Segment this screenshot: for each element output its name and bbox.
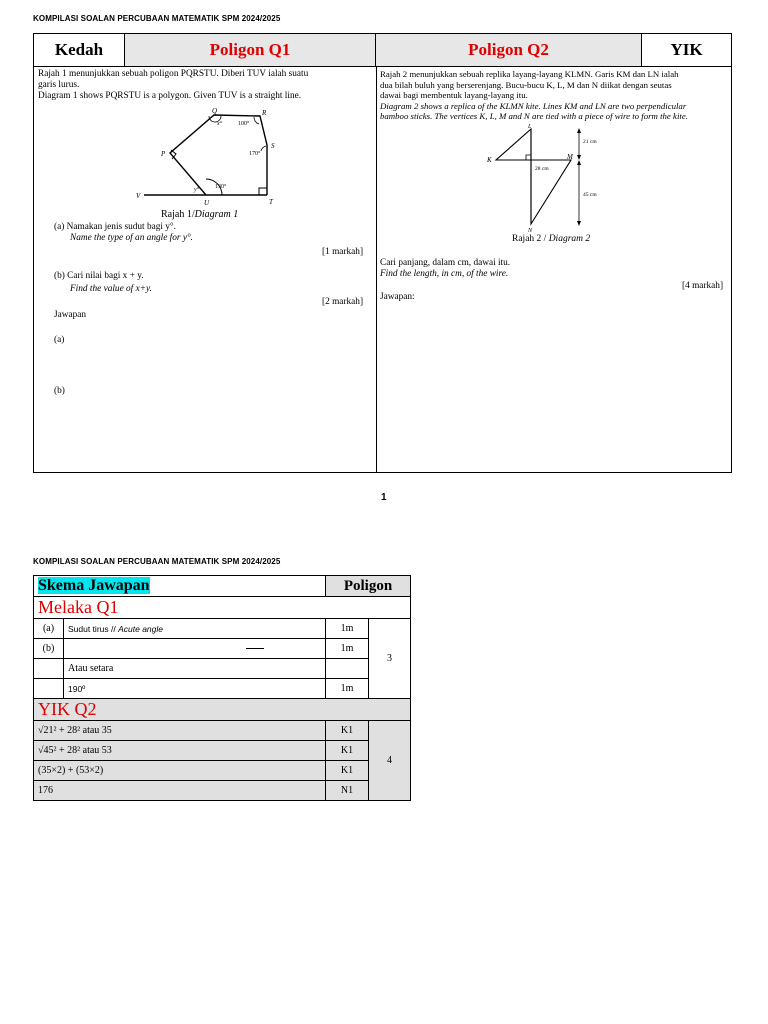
q1-a-ms: (a) Namakan jenis sudut bagi y°. [54, 222, 176, 232]
label-y: y° [194, 187, 200, 193]
answer-text: Sudut tirus // [68, 623, 119, 634]
label-u: U [204, 199, 210, 207]
column-divider [376, 67, 377, 472]
q1-intro-en: Diagram 1 shows PQRSTU is a polygon. Given TUV is a straight line. [38, 91, 302, 101]
kite-diagram [482, 124, 612, 232]
angle-100: 100° [238, 121, 250, 127]
q2-intro [380, 69, 730, 122]
mark-cell: N1 [326, 781, 369, 801]
q1-caption-ms: Rajah 1/ [161, 209, 195, 220]
question-2-title: Poligon Q2 [376, 34, 642, 67]
part-cell: (a) [34, 619, 64, 639]
fraction-bar [246, 648, 264, 649]
q1-intro [38, 69, 372, 102]
q1-b-marks: [2 markah] [322, 297, 364, 307]
table-row [34, 781, 411, 801]
answer-cell [64, 619, 326, 639]
q2-intro-ms-2: dua bilah buluh yang berserenjang. Bucu-bucu K, L, M dan N diikat dengan seutas [380, 79, 672, 90]
skema-title: Skema Jawapan [38, 577, 150, 594]
q2-intro-en-1: Diagram 2 shows a replica of the KLMN kite. Lines KM and LN are two perpendicular [380, 100, 687, 111]
poligon-title: Poligon [326, 576, 411, 597]
page-number: 1 [381, 492, 387, 503]
dim-21: 21 cm [583, 139, 597, 145]
mark-cell: 1m [326, 679, 369, 699]
answer-cell: √21² + 28² atau 35 [34, 721, 326, 741]
dim-28: 28 cm [535, 166, 549, 172]
label-p: P [161, 150, 166, 158]
label-l: L [528, 124, 532, 130]
mark-cell [326, 659, 369, 679]
q2-task-ms: Cari panjang, dalam cm, dawai itu. [380, 258, 511, 268]
dim-45: 45 cm [583, 192, 597, 198]
q1-answer-b: (b) [54, 386, 65, 396]
q1-intro-ms-2: garis lurus. [38, 80, 80, 90]
angle-130: 130° [215, 184, 227, 190]
label-s: S [271, 142, 275, 150]
q2-caption-en: Diagram 2 [548, 234, 591, 244]
table-row [34, 639, 411, 659]
answer-cell [64, 639, 326, 659]
label-t: T [269, 198, 273, 206]
q1-a-marks: [1 markah] [322, 247, 364, 257]
angle-170: 170° [249, 151, 261, 157]
part-cell [34, 659, 64, 679]
melaka-title: Melaka Q1 [34, 597, 411, 619]
table-row [34, 741, 411, 761]
part-cell [34, 679, 64, 699]
label-m: M [567, 153, 573, 161]
q1-intro-ms-1: Rajah 1 menunjukkan sebuah poligon PQRSTU. Diberi TUV ialah suatu [38, 69, 309, 79]
q2-marks: [4 markah] [682, 281, 724, 291]
part-cell: (b) [34, 639, 64, 659]
answer-italic: Acute angle [118, 623, 163, 634]
table-row [34, 761, 411, 781]
question-1-title: Poligon Q1 [125, 34, 376, 67]
q1-caption-en: Diagram 1 [194, 209, 239, 220]
polygon-diagram [134, 106, 314, 208]
q2-intro-en-2: bamboo sticks. The vertices K, L, M and N are tied with a piece of wire to form the kite. [380, 111, 688, 121]
q2-intro-ms-1: Rajah 2 menunjukkan sebuah replika layang-layang KLMN. Garis KM dan LN ialah [380, 69, 679, 79]
q2-jawapan: Jawapan: [380, 292, 415, 302]
yik-title: YIK Q2 [34, 699, 411, 721]
q1-b-ms: (b) Cari nilai bagi x + y. [54, 271, 144, 281]
q1-caption [161, 209, 238, 220]
page-header: KOMPILASI SOALAN PERCUBAAN MATEMATIK SPM 2024/2025 [33, 14, 281, 23]
table-row [34, 679, 411, 699]
source-label: YIK [642, 34, 731, 67]
label-q: Q [212, 107, 218, 115]
mark-cell: K1 [326, 741, 369, 761]
state-label: Kedah [34, 34, 125, 67]
label-n: N [528, 228, 533, 232]
label-v: V [136, 192, 141, 200]
mark-cell: 1m [326, 619, 369, 639]
label-k: K [487, 156, 492, 164]
table-row [34, 721, 411, 741]
answer-scheme-table [33, 575, 411, 801]
q2-intro-ms-3: dawai bagi membentuk layang-layang itu. [380, 90, 528, 100]
table-row [34, 659, 411, 679]
q2-caption-ms: Rajah 2 / [512, 234, 549, 244]
answer-cell: √45² + 28² atau 53 [34, 741, 326, 761]
mark-cell: K1 [326, 761, 369, 781]
answer-cell: (35×2) + (53×2) [34, 761, 326, 781]
question-table [33, 33, 732, 473]
total-cell: 3 [369, 619, 411, 699]
answer-cell: Atau setara [64, 659, 326, 679]
mark-cell: K1 [326, 721, 369, 741]
skema-cell [34, 576, 326, 597]
q2-task-en: Find the length, in cm, of the wire. [380, 269, 509, 279]
q2-caption [512, 234, 590, 245]
q1-b-en: Find the value of x+y. [70, 284, 152, 294]
label-r: R [262, 109, 267, 117]
answer-cell: 176 [34, 781, 326, 801]
total-cell: 4 [369, 721, 411, 801]
mark-cell: 1m [326, 639, 369, 659]
table-row [34, 619, 411, 639]
q1-answer-a: (a) [54, 335, 65, 345]
label-x: x° [217, 121, 223, 127]
q1-jawapan: Jawapan [54, 310, 87, 320]
answer-cell: 190º [64, 679, 326, 699]
page-header-2: KOMPILASI SOALAN PERCUBAAN MATEMATIK SPM 2024/2025 [33, 557, 281, 566]
q1-a-en: Name the type of an angle for y°. [70, 233, 194, 243]
